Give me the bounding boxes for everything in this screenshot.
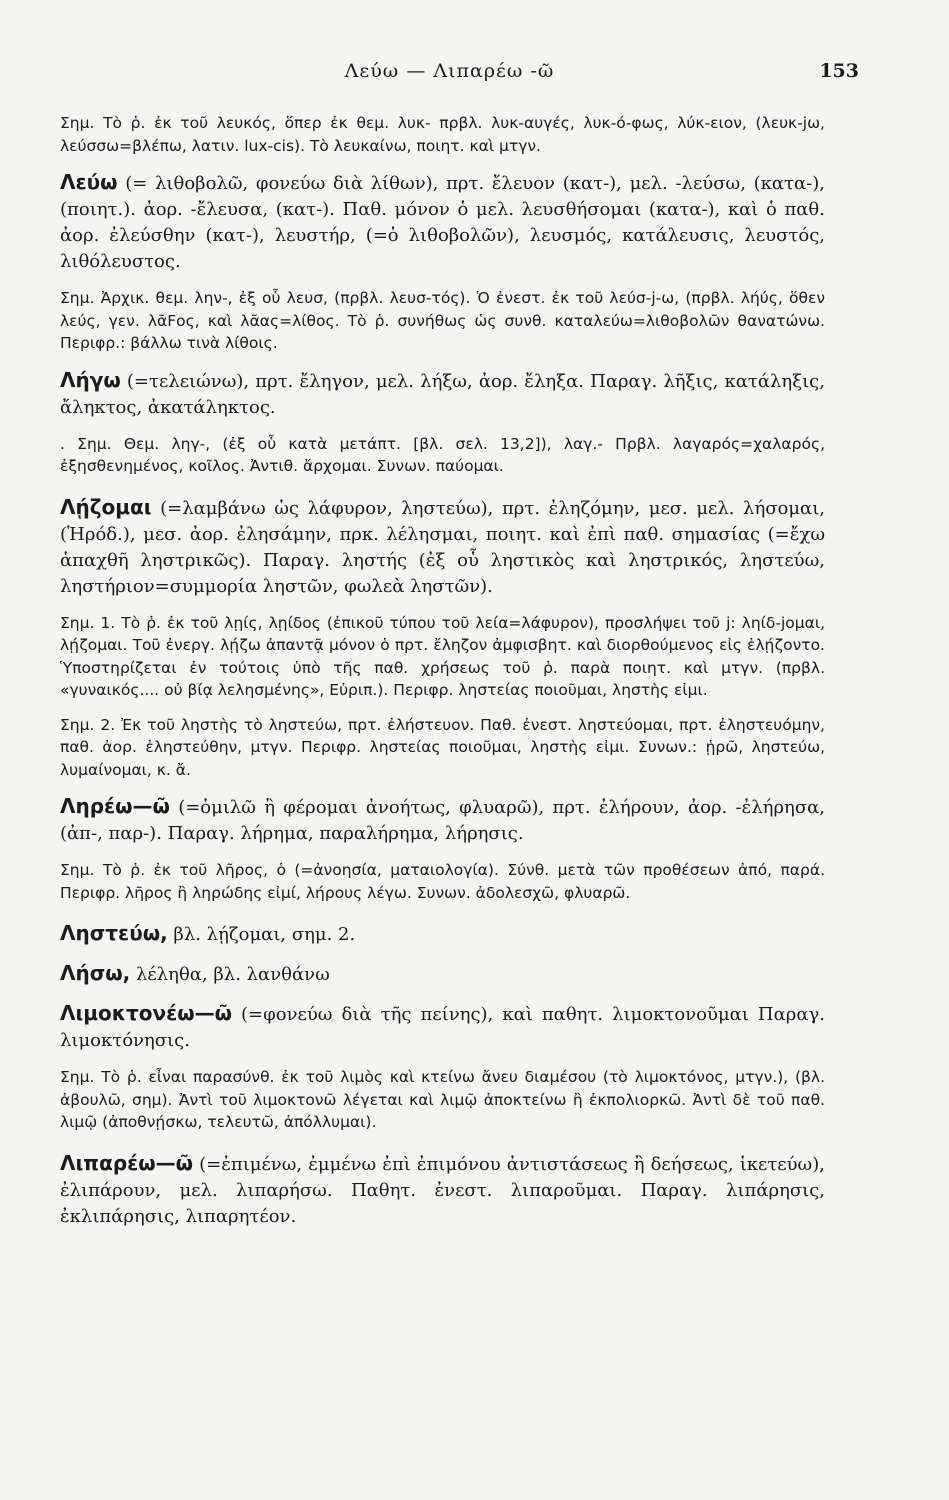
note-paragraph: [60, 714, 825, 782]
dictionary-entry: [60, 494, 825, 600]
entry-lemma: Λεύω: [60, 170, 118, 194]
note-paragraph: [60, 112, 825, 157]
dictionary-entry: [60, 793, 825, 847]
note-text: Σημ. 1. Τὸ ῥ. ἐκ τοῦ λῃίς, λῃίδος (ἐπικοῦ τύπου τοῦ λεία=λάφυρον), προσλήψει τοῦ j: ληίδ-joμαι, λῄζομαι. Τοῦ ἐνεργ. λῄζω ἀπαντᾷ μόνον ὁ πρτ. ἔληζον ἀμφισβητ. καὶ διορθούμενος εἰς ἐλῄζοντο. Ὑποστηρίζεται ἐν τούτοις ὑπὸ τῆς παθ. χρήσεως τοῦ ῥ. παρὰ ποιητ. καὶ μτγν. (πρβλ. «γυναικός.... οὐ βίᾳ λελησμένης», Εὐριπ.). Περιφρ. ληστείας ποιοῦμαι, ληστὴς εἰμι.: [60, 613, 825, 699]
entry-lemma: Λήσω,: [60, 961, 131, 985]
entry-lemma: Ληρέω—ῶ: [60, 794, 170, 818]
entry-text: λέληθα, βλ. λανθάνω: [136, 964, 330, 985]
page-header: [70, 60, 859, 90]
entry-text: (=λαμβάνω ὡς λάφυρον, ληστεύω), πρτ. ἐληζόμην, μεσ. μελ. λήσομαι, (Ἡρόδ.), μεσ. ἀορ. ἐλησάμην, πρκ. λέλησμαι, ποιητ. καὶ ἐπὶ παθ. σημασίας (=ἔχω ἁπαχθῆ ληστρικῶς). Παραγ. ληστής (ἐξ οὗ ληστικὸς καὶ ληστρικός, ληστεύω, ληστήριον=συμμορία ληστῶν, φωλεὰ ληστῶν).: [60, 497, 825, 597]
note-text: Σημ. Τὸ ῥ. ἐκ τοῦ λῆρος, ὁ (=ἀνοησία, ματαιολογία). Σύνθ. μετὰ τῶν προθέσεων ἀπό, παρά. Περιφρ. λῆρος ἢ ληρώδης εἰμί, λήρους λέγω. Συνων. ἀδολεσχῶ, φλυαρῶ.: [60, 861, 825, 902]
note-paragraph: [60, 287, 825, 355]
entry-text: (=φονεύω διὰ τῆς πείνης), καὶ παθητ. λιμοκτονοῦμαι Παραγ. λιμοκτόνησις.: [60, 1004, 825, 1051]
entry-lemma: Λιπαρέω—ῶ: [60, 1150, 194, 1175]
dictionary-entry: [60, 1000, 825, 1054]
entry-lemma: Λήγω: [60, 367, 121, 392]
note-text: Σημ. Τὸ ῥ. εἶναι παρασύνθ. ἐκ τοῦ λιμὸς καὶ κτείνω ἄνευ διαμέσου (τὸ λιμοκτόνος, μτγν.), (βλ. ἀβουλῶ, σημ). Ἀντὶ τοῦ λιμοκτονῶ λέγεται καὶ λιμῷ ἀποκτείνω ἢ ἐκπολιορκῶ. Ἀντὶ δὲ τοῦ παθ. λιμῷ (ἀποθνῄσκω, τελευτῶ, ἀπόλλυμαι).: [60, 1068, 825, 1131]
running-title: Λεύω — Λιπαρέω -ῶ: [344, 60, 555, 82]
entry-text: (=ὁμιλῶ ἢ φέρομαι ἀνοήτως, φλυαρῶ), πρτ. ἐλήρουν, ἀορ. -ἐλήρησα, (ἀπ-, παρ-). Παραγ. λήρημα, παραλήρημα, λήρησις.: [60, 797, 825, 844]
entry-lemma: Λῄζομαι: [60, 494, 152, 519]
entry-text: (= λιθοβολῶ, φονεύω διὰ λίθων), πρτ. ἔλευον (κατ-), μελ. -λεύσω, (κατα-), (ποιητ.). ἀορ. -ἔλευσα, (κατ-). Παθ. μόνον ὁ μελ. λευσθήσομαι (κατα-), καὶ ὁ παθ. ἀορ. ἐλεύσθην (κατ-), λευστήρ, (=ὁ λιθοβολῶν), λευσμός, κατάλευσις, λευστός, λιθόλευστος.: [60, 173, 825, 272]
note-paragraph: [60, 1066, 825, 1134]
page-number: 153: [819, 60, 859, 82]
note-text: . Σημ. Θεμ. ληγ-, (ἐξ οὗ κατὰ μετάπτ. [βλ. σελ. 13,2]), λαγ.- Πρβλ. λαγαρός=χαλαρός, ἐξησθενημένος, κοῖλος. Ἀντιθ. ἄρχομαι. Συνων. παύομαι.: [60, 434, 825, 475]
entry-text: (=ἐπιμένω, ἐμμένω ἐπὶ ἐπιμόνου ἀντιστάσεως ἢ δεήσεως, ἱκετεύω), ἐλιπάρουν, μελ. λιπαρήσω. Παθητ. ἐνεστ. λιπαροῦμαι. Παραγ. λιπάρησις, ἐκλιπάρησις, λιπαρητέον.: [60, 1153, 825, 1227]
note-paragraph: [60, 859, 825, 904]
entry-text: βλ. λῄζομαι, σημ. 2.: [173, 924, 356, 945]
note-text: Σημ. 2. Ἐκ τοῦ ληστὴς τὸ ληστεύω, πρτ. ἐλήστευον. Παθ. ἐνεστ. ληστεύομαι, πρτ. ἐληστευόμην, παθ. ἀορ. ἐληστεύθην, μτγν. Περιφρ. ληστείας ποιοῦμαι, ληστὴς εἰμι. Συνων.: ᾑρῶ, ληστεύω, λυμαίνομαι, κ. ἄ.: [60, 715, 825, 779]
dictionary-entry: [60, 169, 825, 275]
note-text: Σημ. Τὸ ῥ. ἐκ τοῦ λευκός, ὅπερ ἐκ θεμ. λυκ- πρβλ. λυκ-αυγές, λυκ-ό-φως, λύκ-ειον, (λευκ-jω, λεύσσω=βλέπω, λατιν. lux-cis). Τὸ λευκαίνω, ποιητ. καὶ μτγν.: [60, 114, 825, 155]
note-paragraph: [60, 612, 825, 702]
dictionary-entry: [60, 367, 825, 421]
entry-lemma: Λιμοκτονέω—ῶ: [60, 1001, 232, 1025]
note-text: Σημ. Ἀρχικ. θεμ. λην-, ἐξ οὗ λευσ, (πρβλ. λευσ-τός). Ὁ ἐνεστ. ἐκ τοῦ λεύσ-j-ω, (πρβλ. λήύς, ὅθεν λεύς, γεν. λᾶFος, καὶ λᾶας=λίθος. Τὸ ῥ. συνήθως ὡς συνθ. καταλεύω=λιθοβολῶν θανατώνω. Περιφρ.: βάλλω τινὰ λίθοις.: [60, 289, 825, 352]
entry-lemma: Ληστεύω,: [60, 921, 168, 945]
dictionary-entry: [60, 960, 825, 988]
dictionary-entry: [60, 1150, 825, 1230]
entry-text: (=τελειώνω), πρτ. ἔληγον, μελ. λήξω, ἀορ. ἔληξα. Παραγ. λῆξις, κατάληξις, ἄληκτος, ἀκατάληκτος.: [60, 370, 825, 418]
dictionary-entry: [60, 920, 825, 948]
note-paragraph: [60, 433, 825, 478]
page-content: [60, 112, 825, 1230]
